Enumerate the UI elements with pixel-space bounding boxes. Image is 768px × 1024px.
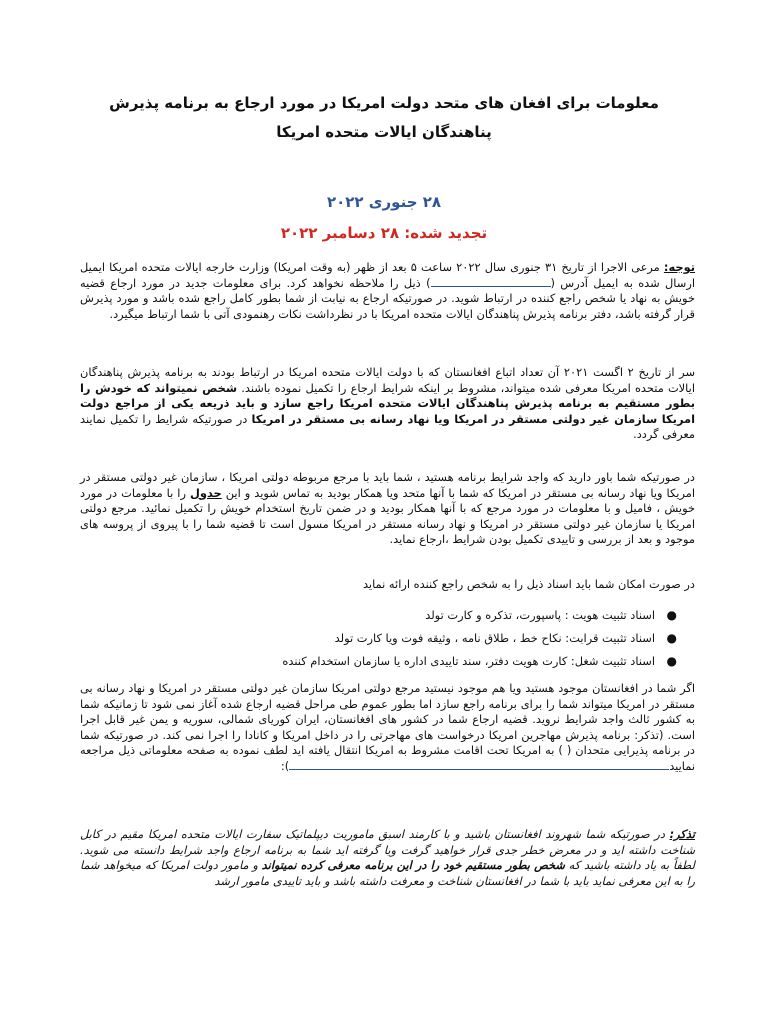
- paragraph-contact: [80, 470, 695, 548]
- documents-list: [80, 604, 677, 673]
- bullet-icon: ●: [666, 608, 677, 622]
- document-date: ۲۸ جنوری ۲۰۲۲: [326, 193, 442, 211]
- email-link[interactable]: [431, 276, 551, 287]
- third-country-text-a: اگر شما در افغانستان موجود هستید ویا هم موجود نیستید مرجع دولتی امریکا سازمان غیر دولتی مستقر در امریکا و نهاد رسانه بی مستقر در امریکا میتواند شما را برای برنامه راجع سازد اما بطور عموم طی مراحل قضیه ارجاع شده آغاز نمی شود تا زمانیکه شما به کشور ثالث واجد شرایط نروید. قضیه ارجاع شما در کشور های افغانستان، ایران کوریای شمالی، سوریه و یمن غیر قابل اجرا است. (تذکر: برنامه پذیرش مهاجرین امریکا درخواست های مهاجرتی را در داخل امریکا و کانادا را اجرا نمی کند. در صورتیکه شما در برنامه پذیرایی متحدان ( ) به امریکا تحت اقامت مشروط به امریکا انتقال یافته اید لطف نموده به صفحه معلوماتی ذیل مراجعه نمایید: [80, 681, 695, 773]
- eligibility-bold-text: شخص نمیتواند که خودش را بطور مستقیم به برنامه پذیرش پناهندگان ایالات متحده امریکا راجع سازد و باید ذریعه یکی از مراجع دولت امریکا سازمان غیر دولتی مستقر در امریکا ویا نهاد رسانه بی مستقر در امریکا: [80, 380, 695, 426]
- document-title-line2: پناهندگان ایالات متحده امریکا: [276, 123, 492, 141]
- eligibility-text-b: در صورتیکه شرایط را تکمیل نمایند معرفی گردد.: [80, 411, 695, 441]
- paragraph-eligibility: [80, 365, 695, 443]
- bullet-icon: ●: [666, 654, 677, 668]
- notice-text-a: مرعی الاجرا از تاریخ ۳۱ جنوری سال ۲۰۲۲ ساعت ۵ بعد از ظهر (به وقت امریکا) وزارت خارجه ایالات متحده امریکا ایمیل ارسال شده به ایمیل آدرس (: [80, 260, 695, 290]
- form-link[interactable]: جدول: [189, 485, 222, 500]
- note-text-b: و مامور دولت امریکا که میخواهد شما را به این معرفی نماید باید با شما در افغانستان شناخت و معرفت داشته باشد و باید تاییدی مامور ارشد: [80, 858, 695, 888]
- list-item: ● اسناد تثبیت قرابت: نکاح خط ، طلاق نامه ، وثیقه فوت ویا کارت تولد: [80, 627, 655, 650]
- document-title-line1: معلومات برای افغان های متحد دولت امریکا در مورد ارجاع به برنامه پذیرش: [109, 94, 659, 112]
- notice-text-b: ) ذیل را ملاحظه نخواهد کرد. برای معلومات جدید در مورد ارجاع قضیه خویش به نهاد یا شخص راجع کننده در ارتباط شوید. در صورتیکه ارجاع به نیابت از شما بطور کامل راجع شده باشد و مورد پذیرش قرار گرفته باشد، دفتر برنامه پذیرش پناهندگان ایالات متحده امریکا با در نظرداشت نکات رهنمودی آتی با شما ارتباط میگیرد.: [80, 275, 695, 321]
- note-text-a: در صورتیکه شما شهروند افغانستان باشید و با کارمند اسبق ماموریت دیپلماتیک سفارت ایالات متحده امریکا مقیم در کابل شناخت داشته اید و در معرض خطر جدی قرار خواهید گرفت ویا گرفته اید شما به برنامه ارجاع واجد شرایط دانسته می شوید. لطفاً به یاد داشته باشید که: [80, 827, 695, 872]
- info-page-link[interactable]: [289, 759, 669, 770]
- note-label: تذکر:: [669, 827, 695, 841]
- third-country-text-b: ):: [280, 758, 290, 773]
- list-item: ● اسناد تثبیت هویت : پاسپورت، تذکره و کارت تولد: [80, 604, 655, 627]
- eligibility-text-a: سر از تاریخ ۲ اگست ۲۰۲۱ آن تعداد اتباع افغانستان که با دولت ایالات متحده امریکا در ارتباط بودند به برنامه پذیرش پناهندگان ایالات متحده امریکا معرفی شده میتواند، مشروط بر اینکه شرایط ارجاع را تکمیل نموده باشند.: [80, 365, 695, 395]
- document-updated-date: تجدید شده: ۲۸ دسامبر ۲۰۲۲: [280, 224, 488, 242]
- note-bold-text: شخص بطور مستقیم خود را در این برنامه معرفی کرده نمیتواند: [261, 858, 565, 872]
- bullet-icon: ●: [666, 631, 677, 645]
- paragraph-notice: [80, 260, 695, 322]
- paragraph-note: [80, 827, 695, 889]
- notice-label: توجه:: [663, 260, 695, 274]
- paragraph-documents-intro: در صورت امکان شما باید اسناد ذیل را به شخص راجع کننده ارائه نماید: [362, 577, 695, 591]
- contact-text-b: را با معلومات در مورد خویش ، فامیل و با معلومات در مورد مرجع که با آنها همکار بودید و در ضمن تاریخ استخدام خویش را تکمیل نمائید. مرجع دولتی امریکا یا سازمان غیر دولتی مستقر در امریکا و نهاد رسانه مستقر در امریکا مسول است تا قضیه شما را با پیروی از پروسه های موجود و بعد از بررسی و تاییدی تکمیل بودن شرایط ،ارجاع نماید.: [80, 485, 695, 546]
- paragraph-third-country: [80, 681, 695, 774]
- list-item: ● اسناد تثبیت شغل: کارت هویت دفتر، سند تاییدی اداره یا سازمان استخدام کننده: [80, 650, 655, 673]
- contact-text-a: در صورتیکه شما باور دارید که واجد شرایط برنامه هستید ، شما باید با مرجع مربوطه دولتی امریکا ، سازمان غیر دولتی مستقر در امریکا ویا نهاد رسانه بی مستقر در امریکا که شما با آنها متحد ویا همکار بودید به تماس شوید و این: [80, 470, 696, 500]
